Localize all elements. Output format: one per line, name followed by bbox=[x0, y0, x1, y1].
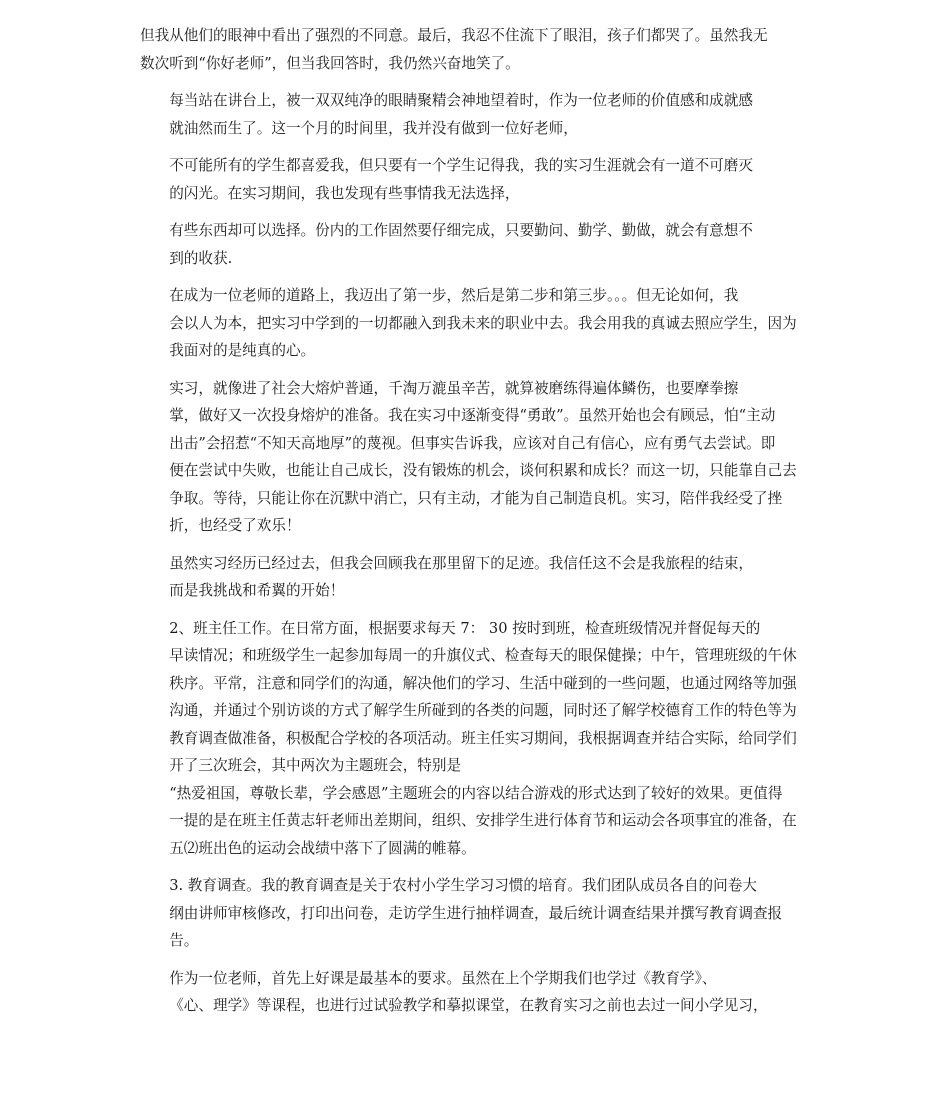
text-line: 2、班主任工作。在日常方面，根据要求每天 7： 30 按时到班，检查班级情况并督促每天的 bbox=[169, 619, 761, 637]
text-line: 纲由讲师审核修改，打印出问卷，走访学生进行抽样调查，最后统计调查结果并撰写教育调查报 bbox=[169, 904, 783, 922]
text-line: 每当站在讲台上，被一双双纯净的眼睛聚精会神地望着时，作为一位老师的价值感和成就感 bbox=[169, 92, 753, 109]
text-line: 我面对的是纯真的心。 bbox=[169, 342, 316, 359]
text-line: “热爱祖国，尊敬长辈，学会感恩”主题班会的内容以结合游戏的形式达到了较好的效果。更值得 bbox=[169, 784, 783, 802]
text-line: 到的收获. bbox=[169, 249, 233, 267]
paragraph bbox=[140, 550, 822, 605]
text-line: 掌，做好又一次投身熔炉的准备。我在实习中逐渐变得“勇敢”。虽然开始也会有顾忌，怕“主动 bbox=[169, 407, 776, 424]
paragraph bbox=[140, 375, 822, 540]
text-line: 出击”会招惹“不知天高地厚”的蔑视。但事实告诉我，应该对自己有信心，应有勇气去尝试。即 bbox=[169, 434, 776, 452]
paragraph bbox=[140, 615, 822, 863]
paragraph bbox=[140, 872, 822, 955]
paragraph bbox=[140, 152, 822, 207]
text-line: 的闪光。在实习期间，我也发现有些事情我无法选择， bbox=[169, 184, 520, 202]
text-line: 就油然而生了。这一个月的时间里，我并没有做到一位好老师， bbox=[169, 119, 578, 137]
text-line: 折，也经受了欢乐！ bbox=[169, 517, 301, 534]
text-line: 但我从他们的眼神中看出了强烈的不同意。最后，我忍不住流下了眼泪，孩子们都哭了。虽然我无 bbox=[140, 27, 768, 44]
text-line: 作为一位老师，首先上好课是最基本的要求。虽然在上个学期我们也学过《教育学》、 bbox=[169, 969, 717, 987]
text-line: 3. 教育调查。我的教育调查是关于农村小学生学习习惯的培育。我们团队成员各自的问卷大 bbox=[169, 877, 757, 894]
text-line: 《心、理学》等课程，也进行过试验教学和摹拟课堂，在教育实习之前也去过一间小学见习， bbox=[169, 997, 768, 1014]
text-line: 早读情况；和班级学生一起参加每周一的升旗仪式、检查每天的眼保健操；中午，管理班级的午休 bbox=[169, 647, 797, 664]
text-line: 有些东西却可以选择。份内的工作固然要仔细完成，只要勤问、勤学、勤做，就会有意想不 bbox=[169, 222, 753, 239]
paragraph bbox=[140, 87, 822, 142]
text-line: 教育调查做准备，积极配合学校的各项活动。班主任实习期间，我根据调查并结合实际，给同学们 bbox=[169, 729, 797, 747]
text-line: 会以人为本，把实习中学到的一切都融入到我未来的职业中去。我会用我的真诚去照应学生，因为 bbox=[169, 314, 797, 332]
text-line: 实习，就像进了社会大熔炉普通，千淘万漉虽辛苦，就算被磨练得遍体鳞伤，也要摩拳擦 bbox=[169, 379, 739, 397]
text-line: 在成为一位老师的道路上，我迈出了第一步，然后是第二步和第三步。。。但无论如何，我 bbox=[169, 287, 739, 304]
document-page bbox=[140, 22, 822, 1030]
text-line: 虽然实习经历已经过去，但我会回顾我在那里留下的足迹。我信任这不会是我旅程的结束， bbox=[169, 554, 753, 572]
text-line: 五⑵班出色的运动会战绩中落下了圆满的帷幕。 bbox=[169, 839, 476, 857]
paragraph bbox=[140, 282, 822, 365]
paragraph bbox=[140, 22, 822, 77]
text-line: 便在尝试中失败，也能让自己成长，没有锻炼的机会，谈何积累和成长？而这一切，只能靠自己去 bbox=[169, 462, 797, 479]
text-line: 而是我挑战和希翼的开始！ bbox=[169, 582, 345, 599]
text-line: 不可能所有的学生都喜爱我，但只要有一个学生记得我，我的实习生涯就会有一道不可磨灭 bbox=[169, 157, 753, 174]
text-line: 一提的是在班主任黄志轩老师出差期间，组织、安排学生进行体育节和运动会各项事宜的准备，在 bbox=[169, 812, 797, 829]
text-line: 秩序。平常，注意和同学们的沟通，解决他们的学习、生活中碰到的一些问题，也通过网络等加强 bbox=[169, 674, 797, 692]
text-line: 沟通，并通过个别访谈的方式了解学生所碰到的各类的问题，同时还了解学校德育工作的特色等为 bbox=[169, 702, 797, 719]
text-line: 告。 bbox=[169, 932, 199, 949]
text-line: 争取。等待，只能让你在沉默中消亡，只有主动，才能为自己制造良机。实习，陪伴我经受了挫 bbox=[169, 489, 783, 507]
text-line: 开了三次班会，其中两次为主题班会，特别是 bbox=[169, 757, 462, 774]
paragraph bbox=[140, 965, 822, 1020]
text-line: 数次听到“你好老师”，但当我回答时，我仍然兴奋地笑了。 bbox=[140, 54, 520, 72]
paragraph bbox=[140, 217, 822, 272]
